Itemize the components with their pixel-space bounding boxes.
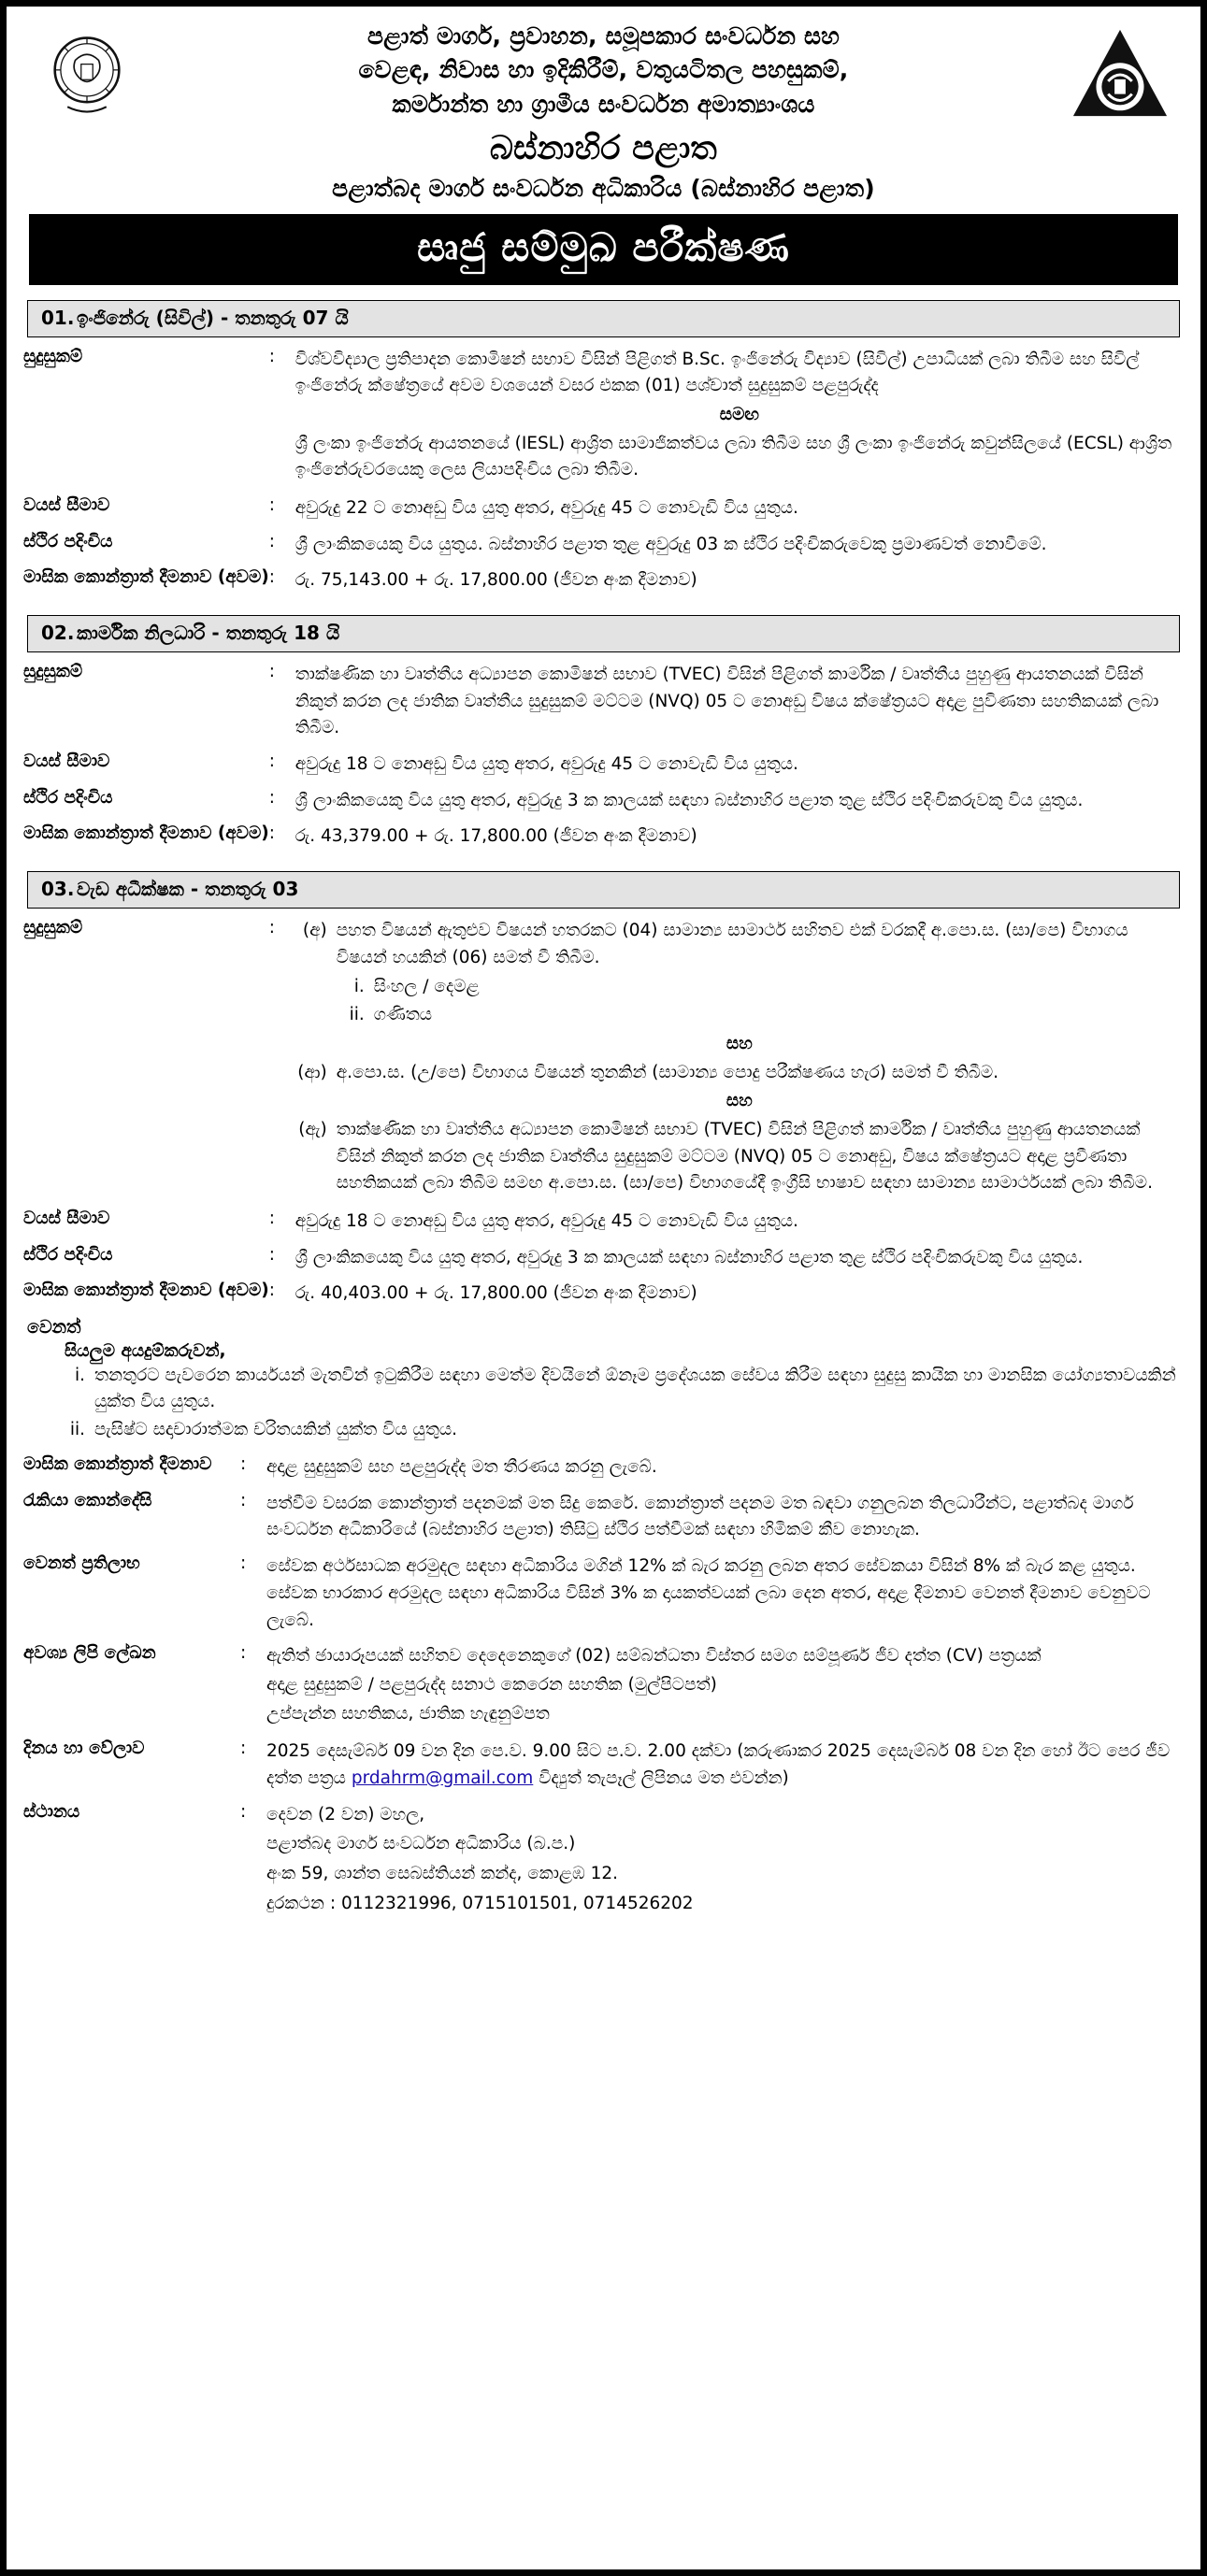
qual-item-a-text: පහත විෂයන් ඇතුළුව විෂයන් හතරකට (04) සාමාන්‍ය සාමාර්ථ සහිතව එක් වරකදී අ.පො.ස. (සා/පෙ) විභාගය විෂයන් හයකින් (06) සමත් වී තිබීම. (336, 921, 1128, 967)
colon: : (268, 787, 275, 808)
table-row (23, 1735, 1184, 1797)
qual-item-b (295, 1060, 1184, 1087)
qual-item-a-sub-2 (344, 1002, 1184, 1029)
colon: : (268, 1208, 275, 1228)
section-title-01: ඉංජිනේරු (සිවිල්) - තනතුරු 07 යි (77, 306, 349, 329)
address-line-1: දෙවන (2 වන) මහල, (266, 1804, 425, 1825)
value-date-time (266, 1735, 1184, 1797)
authority-name: පළාත්බද මාර්ග සංවර්ධන අධිකාරිය (බස්නාහිර පළාත) (332, 175, 875, 202)
label-residency: ස්ථිර පදිංචිය (23, 1244, 113, 1265)
qual-item-c-marker: (ඇ) (298, 1119, 327, 1139)
colon: : (268, 1244, 275, 1265)
label-required-documents: අවශ්‍ය ලිපි ලේඛන (23, 1643, 156, 1664)
date-time-text-2: විද්‍යුත් තැපෑල් ලිපිනය මත එවන්න) (533, 1767, 789, 1788)
road-development-authority-logo-icon (1064, 20, 1176, 122)
document-item-2: අදාළ සුදුසුකම් / පළපුරුද්ද සනාථ කෙරෙන සහතික (මුල්පිටපත්) (266, 1674, 717, 1695)
sri-lanka-emblem-icon (31, 20, 143, 122)
section-number-02: 02. (41, 622, 75, 645)
table-row (23, 1451, 1184, 1487)
ministry-line-1: පළාත් මාර්ග, ප්‍රවාහන, සමූපකාර සංවර්ධන සහ (366, 22, 841, 50)
table-row (23, 1277, 1184, 1313)
value-location (266, 1798, 1184, 1926)
table-row (23, 914, 1184, 1205)
sub-text: ගණිතය (373, 1005, 433, 1025)
colon: : (268, 531, 275, 551)
qual-item-c (295, 1117, 1184, 1197)
label-qualifications: සුදුසුකම් (23, 346, 83, 366)
roman-text-2: පැසිෂ්ට සදාචාරාත්මක චරිතයකින් යුක්ත විය යුතුය. (94, 1420, 458, 1440)
label-date-time: දිනය හා වේලාව (23, 1739, 145, 1759)
qual-item-c-text: තාක්ෂණික හා වෘත්තීය අධ්‍යාපන කොමිෂන් සභාව (TVEC) විසින් පිළිගත් කාර්මික / වෘත්තීය පුහුණු ආයතනයක් විසින් නිකුත් කරන ලද ජාතික වෘත්තීය සුදුසුකම් මට්ටම (NVQ) 05 ට නොඅඩු, විෂය ක්ෂේත්‍රයට අදාළ ප්‍රවීණතා සහතිකයක් ලබා තිබීම සමඟ අ.පො.ස. (සා/පෙ) විභාගයේදී ඉංග්‍රීසි භාෂාව සඳහා සාමාන්‍ය සාමාර්ථයක් ලබා තිබීම. (336, 1119, 1153, 1194)
section-title-03: වැඩ අධීක්ෂක - තනතුරු 03 (77, 878, 299, 901)
other-heading: වෙනත් (27, 1316, 81, 1338)
colon: : (240, 1739, 247, 1759)
value-qualifications-01 (295, 343, 1184, 492)
section-title-02: කාර්මික නිලධාරි - තනතුරු 18 යි (77, 622, 340, 645)
table-row (23, 658, 1184, 748)
qual-conjunction-1: සහ (726, 1033, 753, 1053)
value-residency-03: ශ්‍රී ලාංකිකයෙකු විය යුතු අතර, අවුරුදු 3 ක කාලයක් සඳහා බස්නාහිර පළාත තුළ ස්ථිර පදිංචිකරුවකු විය යුතුය. (295, 1247, 1084, 1267)
label-age-limit: වයස් සීමාව (23, 1208, 110, 1228)
value-qualifications-03 (295, 914, 1184, 1205)
table-row (23, 820, 1184, 856)
page-title: සෘජු සම්මුඛ පරීක්ෂණ (29, 214, 1178, 285)
colon: : (240, 1801, 247, 1822)
header-text-block (143, 20, 1064, 205)
colon: : (268, 495, 275, 516)
qual-item-a-sub-1 (344, 974, 1184, 1001)
table-row (23, 748, 1184, 784)
document-item-1: ඇතිත් ඡායාරූපයක් සහිතව දෙදෙනෙකුගේ (02) සම්බන්ධතා විස්තර සමග සම්පූර්ණ ජීව දත්ත (CV) පත්‍රයක් (266, 1646, 1042, 1667)
table-row (23, 528, 1184, 565)
roman-marker-1: i. (74, 1365, 85, 1385)
colon: : (268, 1281, 275, 1301)
value-age-limit-01: අවුරුදු 22 ට නොඅඩු විය යුතු අතර, අවුරුදු 45 ට නොවැඩි විය යුතුය. (295, 498, 798, 519)
colon: : (240, 1454, 247, 1475)
label-location: ස්ථානය (23, 1801, 80, 1822)
section-number-03: 03. (41, 878, 75, 901)
table-row (23, 1639, 1184, 1735)
section-header-02 (27, 615, 1180, 652)
label-qualifications: සුදුසුකම් (23, 662, 83, 682)
label-other-benefits: වෙනත් ප්‍රතිලාභ (23, 1553, 140, 1574)
value-allowance-other: අදාළ සුදුසුකම් සහ පළපුරුද්ද මත තීරණය කරනු ලැබේ. (266, 1457, 657, 1478)
table-row (23, 784, 1184, 821)
roman-text-1: තනතුරට පැවරෙන කාර්යයන් මැතවින් ඉටුකිරීම සඳහා මෙත්ම දිවයිනේ ඕනෑම ප්‍රදේශයක සේවය කිරීම සඳහා සුදුසු කායික හා මානසික යෝග්‍යතාවයකින් යුක්ත විය යුතුය. (94, 1365, 1176, 1411)
colon: : (268, 918, 275, 938)
province-name: බස්නාහිර පළාත (489, 129, 718, 167)
qual-item-a (295, 918, 1184, 971)
other-roman-list (65, 1363, 1184, 1443)
section-02-rows (23, 658, 1184, 856)
colon: : (240, 1553, 247, 1574)
label-age-limit: වයස් සීමාව (23, 495, 110, 516)
document-item-3: උප්පැන්න සහතිකය, ජාතික හැඳුනුම්පත (266, 1703, 550, 1724)
date-time-text-1: 2025 දෙසැම්බර් 09 වන දින පෙ.ව. 9.00 සිට ප.ව. 2.00 දක්වා (කරුණාකර 2025 දෙසැම්බර් 08 වන දින හෝ ඊට පෙර ජීව දත්ත පත්‍රය (266, 1741, 1171, 1788)
colon: : (240, 1490, 247, 1510)
qual-para-1: විශ්වවිද්‍යාල ප්‍රතිපාදන කොමිෂන් සභාව විසින් පිළිගත් B.Sc. ඉංජිනේරු විද්‍යාව (සිවිල්) උපාධියක් ලබා තිබීම සහ සිවිල් ඉංජිනේරු ක්ෂේත්‍රයේ අවම වශයෙන් වසර එකක (01) පශ්චාත් සුදුසුකම් පළපුරුද්ද (295, 349, 1140, 396)
table-row (23, 1550, 1184, 1639)
value-residency-02: ශ්‍රී ලාංකිකයෙකු විය යුතු අතර, අවුරුදු 3 ක කාලයක් සඳහා බස්නාහිර පළාත තුළ ස්ථිර පදිංචිකරුවකු විය යුතුය. (295, 790, 1084, 810)
other-rows (23, 1451, 1184, 1925)
qual-item-a-marker: (අ) (302, 921, 327, 941)
page-header (23, 16, 1184, 205)
sub-marker: ii. (349, 1005, 365, 1025)
label-residency: ස්ථිර පදිංචිය (23, 531, 113, 551)
label-age-limit: වයස් සීමාව (23, 751, 110, 772)
address-line-3: අංක 59, ශාන්ත සෙබස්තියන් කන්ද, කොළඹ 12. (266, 1863, 619, 1883)
value-allowance-01: රු. 75,143.00 + රු. 17,800.00 (ජීවන අංක දීමනාව) (295, 570, 697, 591)
label-qualifications: සුදුසුකම් (23, 918, 83, 938)
section-03-rows (23, 914, 1184, 1313)
section-header-03 (27, 871, 1180, 909)
table-row (23, 343, 1184, 492)
colon: : (268, 346, 275, 366)
value-allowance-03: රු. 40,403.00 + රු. 17,800.00 (ජීවන අංක දීමනාව) (295, 1283, 697, 1304)
other-subheading: සියලුම අයදුම්කරුවන්, (65, 1340, 226, 1361)
section-01-rows (23, 343, 1184, 600)
section-number-01: 01. (41, 306, 75, 329)
value-age-limit-03: අවුරුදු 18 ට නොඅඩු විය යුතු අතර, අවුරුදු 45 ට නොවැඩි විය යුතුය. (295, 1210, 798, 1231)
colon: : (268, 662, 275, 682)
table-row (23, 564, 1184, 600)
roman-marker-2: ii. (69, 1420, 85, 1440)
label-allowance-other: මාසික කොන්ත්‍රාත් දීමනාව (23, 1454, 212, 1475)
label-allowance: මාසික කොන්ත්‍රාත් දීමනාව (අවම) (23, 823, 269, 844)
colon: : (240, 1643, 247, 1664)
colon: : (268, 823, 275, 844)
qual-para-2: ශ්‍රී ලංකා ඉංජිනේරු ආයතනයේ (IESL) ආශ්‍රිත සාමාජිකත්වය ලබා තිබීම සහ ශ්‍රී ලංකා ඉංජිනේරු කවුන්සිලයේ (ECSL) ආශ්‍රිත ඉංජිනේරුවරයෙකු ලෙස ලියාපදිංචිය ලබා තිබීම. (295, 433, 1172, 480)
table-row (23, 492, 1184, 528)
address-line-2: පළාත්බද මාර්ග සංවර්ධන අධිකාරිය (බ.ප.) (266, 1834, 576, 1854)
ministry-line-3: කර්මාන්ත හා ග්‍රාමීය සංවර්ධන අමාත්‍යාංශය (392, 90, 815, 118)
value-residency-01: ශ්‍රී ලාංකිකයෙකු විය යුතුය. බස්නාහිර පළාත තුළ අවුරුදු 03 ක ස්ථිර පදිංචිකරුවෙකු ප්‍රමාණවත් නොවීමේ. (295, 534, 1047, 554)
list-item (65, 1417, 1184, 1443)
label-allowance: මාසික කොන්ත්‍රාත් දීමනාව (අවම) (23, 567, 269, 588)
list-item (65, 1363, 1184, 1415)
ministry-line-2: වෙළඳ, නිවාස හා ඉදිකිරීම්, වතුයටිතල පහසුකම්, (358, 56, 849, 84)
value-job-conditions: පත්වීම වසරක කොන්ත්‍රාත් පදනමක් මත සිදු කෙරේ. කොන්ත්‍රාත් පදනම මත බඳවා ගනු‌ලබන තිලධාරීන්ට, පළාත්බද මාර්ග සංවර්ධන අධිකාරියේ (බස්නාහිර පළාත) තිසිටු ස්ථිර පත්වීමක් සඳහා හිමිකම් කීව නොහැක. (266, 1493, 1134, 1540)
section-header-01 (27, 300, 1180, 337)
table-row (23, 1241, 1184, 1278)
qual-conjunction: සමඟ (719, 405, 759, 425)
colon: : (268, 567, 275, 588)
label-residency: ස්ථිර පදිංචිය (23, 787, 113, 808)
table-row (23, 1205, 1184, 1241)
phone-numbers: දුරකථන : 0112321996, 0715101501, 0714526202 (266, 1893, 694, 1913)
table-row (23, 1798, 1184, 1926)
value-allowance-02: රු. 43,379.00 + රු. 17,800.00 (ජීවන අංක දීමනාව) (295, 826, 697, 847)
qual-item-b-marker: (ආ) (297, 1062, 327, 1082)
value-age-limit-02: අවුරුදු 18 ට නොඅඩු විය යුතු අතර, අවුරුදු 45 ට නොවැඩි විය යුතුය. (295, 754, 798, 775)
sub-text: සිංහල / දෙමළ (373, 976, 480, 996)
colon: : (268, 751, 275, 772)
qual-item-b-text: අ.පො.ස. (උ/පෙ) විභාගය විෂයන් තුනකින් (සාමාන්‍ය පොදු පරීක්ෂණය හැර) සමත් වී තිබීම. (336, 1062, 999, 1082)
label-allowance: මාසික කොන්ත්‍රාත් දීමනාව (අවම) (23, 1281, 269, 1301)
value-required-documents (266, 1639, 1184, 1735)
table-row (23, 1487, 1184, 1550)
value-other-benefits: සේවක අර්ථසාධක අරමුදල සඳහා අධිකාරිය මගින් 12% ක් බැර කරනු ලබන අතර සේවකයා විසින් 8% ක් බැර කළ යුතුය. සේවක භාරකාර අරමුදල සඳහා අධිකාරිය විසින් 3% ක දායකත්වයක් ලබා දෙන අතර, අදාළ දීමනාව වෙනත් දීමනාව වෙනුවට ලැබේ. (266, 1556, 1151, 1630)
value-qualifications-02: තාක්ෂණික හා වෘත්තීය අධ්‍යාපන කොමිෂන් සභාව (TVEC) විසින් පිළිගත් කාර්මික / වෘත්තීය පුහුණු ආයතනයක් විසින් නිකුත් කරන ලද ජාතික වෘත්තීය සුදුසුකම් මට්ටම (NVQ) 05 ට නොඅඩු විෂය ක්ෂේත්‍රයට අදාළ පුවිණතා සහතිකයක් ලබා තිබීම. (295, 665, 1159, 738)
qual-conjunction-2: සහ (726, 1091, 753, 1111)
email-link[interactable]: prdahrm@gmail.com (351, 1767, 534, 1788)
sub-marker: i. (353, 976, 365, 996)
label-job-conditions: රැකියා කොන්දේසි (23, 1490, 152, 1510)
